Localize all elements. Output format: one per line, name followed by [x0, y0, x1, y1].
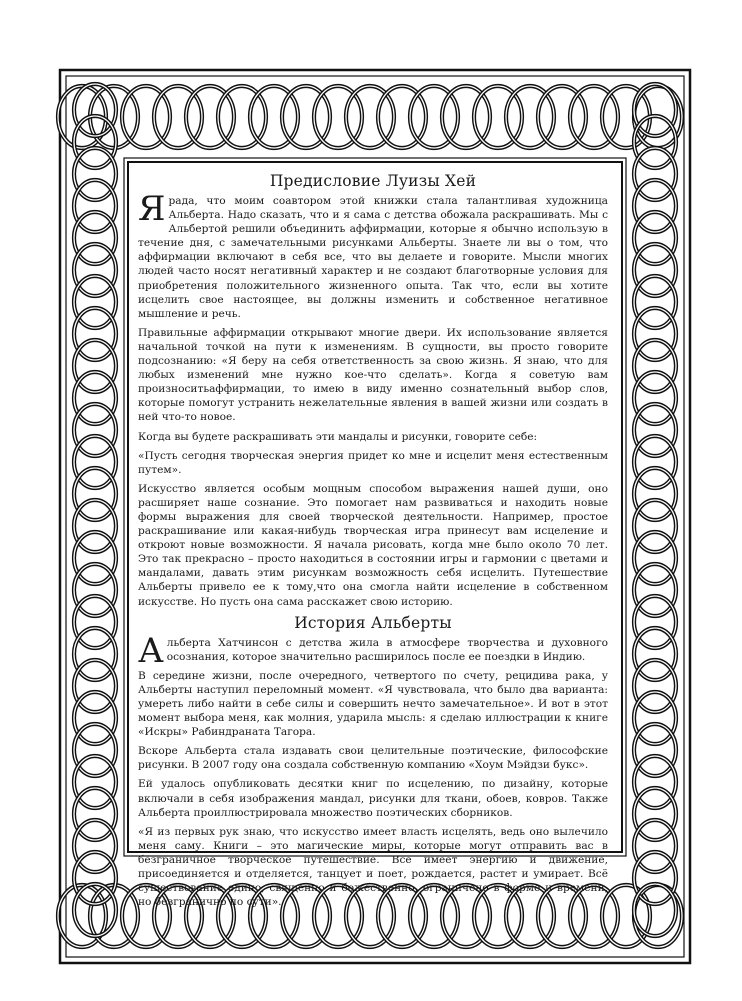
- page-text: [138, 170, 608, 909]
- preface-paragraph-2: Правильные аффирмации открывают многие двери. Их использование является начальной точкой на пути к изменениям. В сущности, вы просто говорите подсознанию: «Я беру на себя ответственность за свою жизнь. Я знаю, что для любых изменений мне нужно кое-что сделать». Когда я советую вам произноситьаффирмации, то имею в виду именно сознательный выбор слов, которые помогут устранить нежелательные явления в вашей жизни или создать в ней что-то новое.: [138, 326, 608, 424]
- preface-paragraph-3: Когда вы будете раскрашивать эти мандалы и рисунки, говорите себе:: [138, 430, 538, 443]
- story-paragraph-5: «Я из первых рук знаю, что искусство имеет власть исцелять, ведь оно вылечило меня саму. Книги – это магические миры, которые могут отправить вас в безграничное творческое путешествие. Все имеет энергию и движение, присоединяется и отделяется, танцует и поет, рождается, растет и умирает. Всё существование едино, священно и божественно, ограничено в форме и времени, но безгранично по сути».: [138, 825, 608, 909]
- story-paragraph-3: Вскоре Альберта стала издавать свои целительные поэтические, философские рисунки. В 2007 году она создала собственную компанию «Хоум Мэйдзи букс».: [138, 745, 608, 772]
- preface-paragraph-1: Я рада, что моим соавтором этой книжки стала талантливая художница Альберта. Надо сказать, что и я сама с детства обожала раскрашивать. Мы с Альбертой решили объединить аффирмации, которые я обычно использую в течение дня, с замечательными рисунками Альберты. Знаете ли вы о том, что аффирмации включают в себя все, что вы делаете и говорите. Мысли многих людей часто носят негативный характер и не создают благотворные условия для приобретения положительного жизненного опыта. Так что, если вы хотите исцелить свое настоящее, вы должны изменить и собственное негативное мышление и речь.: [138, 189, 608, 320]
- dropcap-a: А: [138, 630, 164, 671]
- story-paragraph-1: Альберта Хатчинсон с детства жила в атмосфере творчества и духовного осознания, которое значительно расширилось после ее поездки в Индию.: [138, 630, 608, 671]
- heading-story: История Альберты: [294, 613, 452, 632]
- preface-paragraph-4: «Пусть сегодня творческая энергия придет ко мне и исцелит меня естественным путем».: [138, 449, 608, 476]
- story-paragraph-4: Ей удалось опубликовать десятки книг по исцелению, по дизайну, которые включали в себя изображения мандал, рисунки для ткани, обоев, ковров. Также Альберта проиллюстрировала множество поэтических сборников.: [138, 778, 608, 819]
- heading-preface: Предисловие Луизы Хей: [269, 172, 477, 190]
- story-paragraph-2: В середине жизни, после очередного, четвертого по счету, рецидива рака, у Альберты наступил переломный момент. «Я чувствовала, что было два варианта: умереть либо найти в себе силы и совершить нечто замечательное». И вот в этот момент выбора меня, как молния, ударила мысль: я сделаю иллюстрации к книге «Искры» Рабиндраната Тагора.: [138, 669, 608, 739]
- dropcap-ya: Я: [138, 189, 166, 229]
- preface-paragraph-5: Искусство является особым мощным способом выражения нашей души, оно расширяет наше сознание. Это помогает нам развиваться и находить новые формы выражения для своей творческой деятельности. Например, простое раскрашивание или какая-нибудь творческая игра принесут вам исцеление и откроют новые возможности. Я начала рисовать, когда мне было около 70 лет. Это так прекрасно – просто находиться в состоянии игры и гармонии с цветами и мандалами, давать этим рисункам возможность себя исцелить. Путешествие Альберты привело ее к тому,что она смогла найти исцеление в собственном искусстве. Но пусть она сама расскажет свою историю.: [138, 482, 608, 608]
